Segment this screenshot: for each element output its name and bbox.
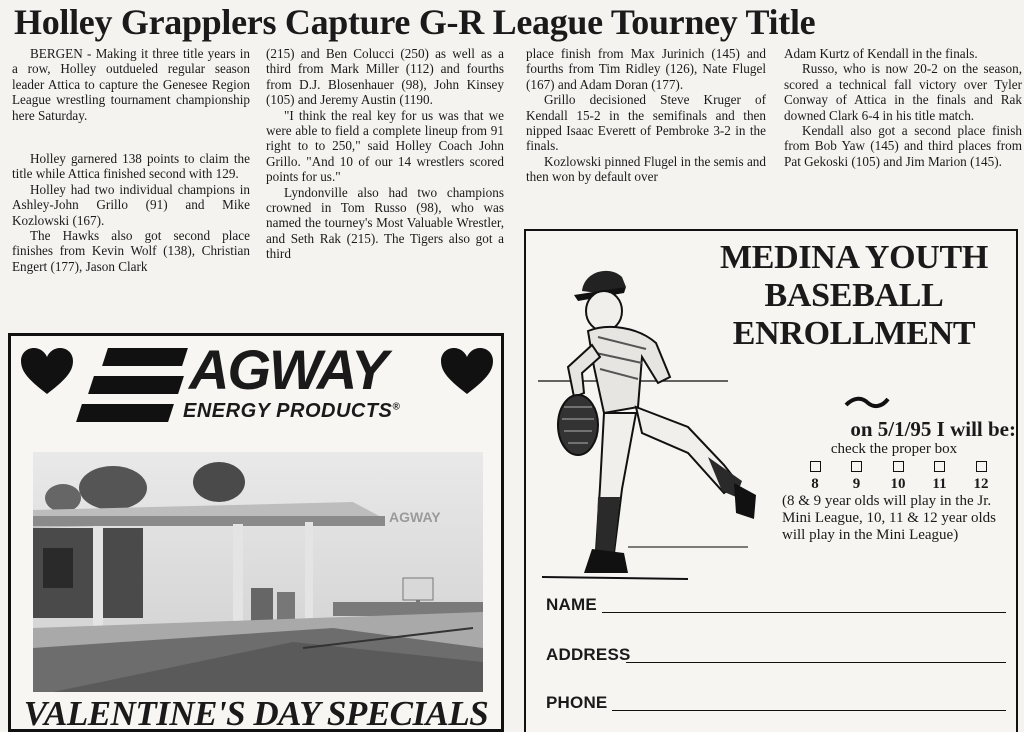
check-instruction: check the proper box	[830, 441, 958, 457]
medina-baseball-ad	[524, 229, 1018, 732]
phone-field[interactable]	[546, 689, 1006, 715]
headline: Holley Grapplers Capture G-R League Tourney Title	[14, 2, 816, 42]
age-checkbox-group	[800, 459, 996, 493]
phone-line[interactable]	[612, 710, 1006, 711]
age-option[interactable]: 9	[842, 459, 872, 493]
article-paragraph: Holley had two individual champions in Ashley-John Grillo (91) and Mike Kozlowski (167).	[12, 181, 250, 228]
article-column-3	[526, 46, 766, 185]
league-note: (8 & 9 year olds will play in the Jr. Mini League, 10, 11 & 12 year olds will play in the Mini League)	[782, 493, 996, 543]
checkbox[interactable]	[934, 461, 945, 472]
article-paragraph: place finish from Max Jurinich (145) and fourths from Tim Ridley (126), Nate Flugel (167) and Adam Doran (177).	[526, 46, 766, 92]
article-paragraph: "I think the real key for us was that we were able to field a complete lineup from 91 right to to 250," said Holley Coach John Grillo. "And 10 of our 14 wrestlers scored points for us."	[266, 107, 504, 185]
enrollment-title: MEDINA YOUTH BASEBALL ENROLLMENT	[719, 239, 989, 352]
article-paragraph: Adam Kurtz of Kendall in the finals.	[784, 46, 978, 61]
address-line[interactable]	[626, 662, 1006, 663]
address-field[interactable]	[546, 641, 1006, 667]
valentines-specials-text: VALENTINE'S DAY SPECIALS	[23, 694, 489, 732]
checkbox[interactable]	[893, 461, 904, 472]
heart-icon	[439, 346, 495, 396]
address-label: ADDRESS	[546, 645, 631, 664]
checkbox[interactable]	[810, 461, 821, 472]
canopy-sign: AGWAY	[389, 509, 441, 525]
article-paragraph: Grillo decisioned Steve Kruger of Kendall 15-2 in the semifinals and then nipped Isaac Everett of Pembroke 3-2 in the finals.	[526, 92, 766, 154]
agway-logo-mark	[75, 348, 185, 428]
gas-station-photo	[33, 452, 483, 692]
checkbox[interactable]	[851, 461, 862, 472]
tilde-icon	[844, 395, 890, 409]
age-option[interactable]: 12	[966, 459, 996, 493]
phone-label: PHONE	[546, 693, 608, 712]
name-field[interactable]	[546, 591, 1006, 617]
article-paragraph: The Hawks also got second place finishes from Kevin Wolf (138), Christian Engert (177), Jason Clark	[12, 228, 250, 274]
article-paragraph: Lyndonville also had two champions crowned in Tom Russo (98), who was named the tourney's Most Valuable Wrestler, and Seth Rak (215). The Tigers also got a third	[266, 184, 504, 262]
article-column-2	[266, 46, 504, 262]
name-label: NAME	[546, 595, 597, 614]
name-line[interactable]	[602, 612, 1006, 613]
agway-tagline: ENERGY PRODUCTS®	[183, 400, 401, 422]
age-option[interactable]: 11	[925, 459, 955, 493]
article-paragraph: Kozlowski pinned Flugel in the semis and then won by default over	[526, 153, 766, 185]
article-paragraph: BERGEN - Making it three title years in a row, Holley outdueled regular season leader Attica to capture the Genesee Region League wrestling tournament championship here Saturday.	[12, 46, 250, 123]
article-paragraph: (215) and Ben Colucci (250) as well as a third from Mark Miller (112) and fourths from D.J. Blosenhauer (98), John Kinsey (105) and Jeremy Austin (1190.	[266, 46, 504, 108]
article-column-4	[784, 46, 1022, 169]
article-paragraph: Russo, who is now 20-2 on the season, scored a technical fall victory over Tyler Conway of Attica in the finals and Rak downed Clark 6-4 in his title match.	[784, 61, 1022, 123]
heart-icon	[19, 346, 75, 396]
article-column-1	[12, 46, 250, 274]
agway-logo-text: AGWAY	[189, 338, 387, 401]
agway-ad	[8, 333, 504, 732]
article-paragraph: Holley garnered 138 points to claim the title while Attica finished second with 129.	[12, 151, 250, 182]
age-option[interactable]: 10	[883, 459, 913, 493]
age-option[interactable]: 8	[800, 459, 830, 493]
article-paragraph: Kendall also got a second place finish from Bob Yaw (145) and third places from Pat Gekoski (105) and Jim Marion (145).	[784, 123, 1022, 169]
checkbox[interactable]	[976, 461, 987, 472]
enrollment-date: on 5/1/95 I will be:	[850, 417, 1016, 441]
